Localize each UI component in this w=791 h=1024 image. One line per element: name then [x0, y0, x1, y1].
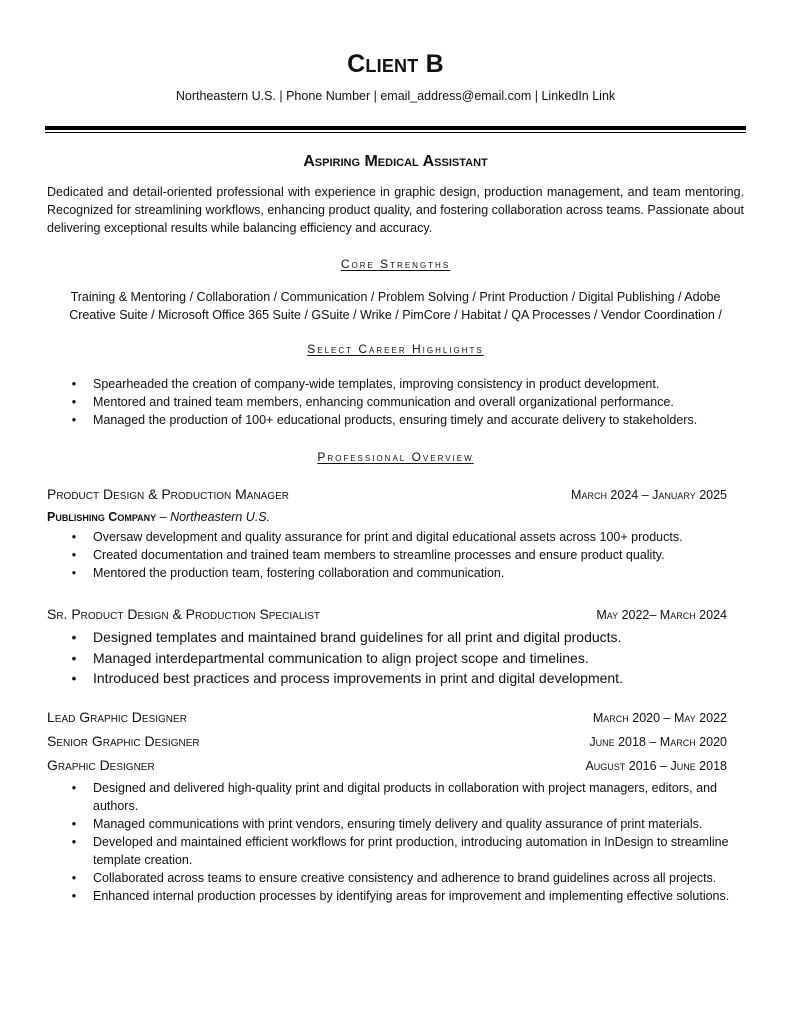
job-title: Product Design & Production Manager — [47, 486, 290, 502]
company-separator: – — [156, 510, 171, 524]
job-dates: March 2020 – May 2022 — [592, 711, 727, 725]
list-item: • Managed the production of 100+ educational products, ensuring timely and accurate delivery to stakeholders. — [47, 411, 747, 429]
list-item: • Created documentation and trained team members to streamline processes and ensure product quality. — [47, 546, 747, 564]
bullet-icon: • — [71, 835, 77, 849]
bullet-icon: • — [71, 871, 77, 885]
career-highlights-list — [47, 375, 747, 429]
job-title: Lead Graphic Designer — [47, 709, 187, 725]
job-dates: June 2018 – March 2020 — [589, 735, 727, 749]
list-item: • Developed and maintained efficient workflows for print production, introducing automation in InDesign to streamline template creation. — [47, 833, 747, 869]
bullet-icon: • — [71, 548, 77, 562]
job-dates: August 2016 – June 2018 — [585, 759, 727, 773]
list-item: • Managed communications with print vendors, ensuring timely delivery and quality assurance of print materials. — [47, 815, 747, 833]
core-strengths-list: Training & Mentoring / Collaboration / Communication / Problem Solving / Print Production / Digital Publishing / Adobe Creative Suite / Microsoft Office 365 Suite / GSuite / Wrike / PimCore / Habitat / QA Processes / Vendor Coordination / — [69, 290, 722, 322]
bullet-icon: • — [71, 413, 77, 427]
section-title-professional-overview: Professional Overview — [317, 450, 474, 464]
job-title: Graphic Designer — [47, 757, 155, 773]
company-name: Publishing Company — [47, 510, 157, 524]
list-item: • Enhanced internal production processes by identifying areas for improvement and implementing effective solutions. — [47, 887, 747, 905]
job1-bullets — [47, 528, 747, 582]
job-dates: March 2024 – January 2025 — [571, 488, 727, 502]
list-item: • Managed interdepartmental communication to align project scope and timelines. — [47, 648, 747, 669]
job-title: Senior Graphic Designer — [47, 733, 200, 749]
section-title-career-highlights: Select Career Highlights — [307, 342, 484, 356]
list-item: • Mentored and trained team members, enhancing communication and overall organizational performance. — [47, 393, 747, 411]
list-item: • Mentored the production team, fostering collaboration and communication. — [47, 564, 747, 582]
job5-bullets — [47, 779, 747, 905]
candidate-name: Client B — [347, 50, 444, 78]
bullet-icon: • — [71, 781, 77, 795]
list-item: • Oversaw development and quality assurance for print and digital educational assets across 100+ products. — [47, 528, 747, 546]
bullet-icon: • — [71, 817, 77, 831]
section-title-core-strengths: Core Strengths — [340, 257, 451, 271]
bullet-icon: • — [71, 670, 77, 686]
header-divider-thick — [45, 126, 746, 130]
job-dates: May 2022– March 2024 — [596, 608, 727, 622]
list-item: • Designed templates and maintained brand guidelines for all print and digital products. — [47, 627, 747, 648]
bullet-icon: • — [71, 649, 77, 666]
job-title: Sr. Product Design & Production Specialist — [47, 606, 320, 622]
bullet-icon: • — [71, 629, 77, 645]
header-divider-thin — [45, 132, 746, 133]
summary-paragraph: Dedicated and detail-oriented professional with experience in graphic design, production management, and team mentoring. Recognized for streamlining workflows, enhancing product quality, and fostering collaboration across teams. Passionate about delivering exceptional results while balancing efficiency and accuracy. — [47, 185, 744, 235]
list-item: • Collaborated across teams to ensure creative consistency and adherence to brand guidelines across all projects. — [47, 869, 747, 887]
headline: Aspiring Medical Assistant — [303, 153, 488, 170]
bullet-icon: • — [71, 530, 77, 544]
company-location: Northeastern U.S. — [170, 510, 271, 524]
bullet-icon: • — [71, 566, 77, 580]
job2-bullets — [47, 627, 747, 689]
company-line — [47, 510, 270, 524]
list-item: • Designed and delivered high-quality print and digital products in collaboration with project managers, editors, and authors. — [47, 779, 747, 815]
list-item: • Spearheaded the creation of company-wide templates, improving consistency in product development. — [47, 375, 747, 393]
bullet-icon: • — [71, 889, 77, 903]
bullet-icon: • — [71, 395, 77, 409]
bullet-icon: • — [71, 377, 77, 391]
contact-line: Northeastern U.S. | Phone Number | email_address@email.com | LinkedIn Link — [175, 89, 616, 103]
list-item: • Introduced best practices and process improvements in print and digital development. — [47, 668, 747, 689]
